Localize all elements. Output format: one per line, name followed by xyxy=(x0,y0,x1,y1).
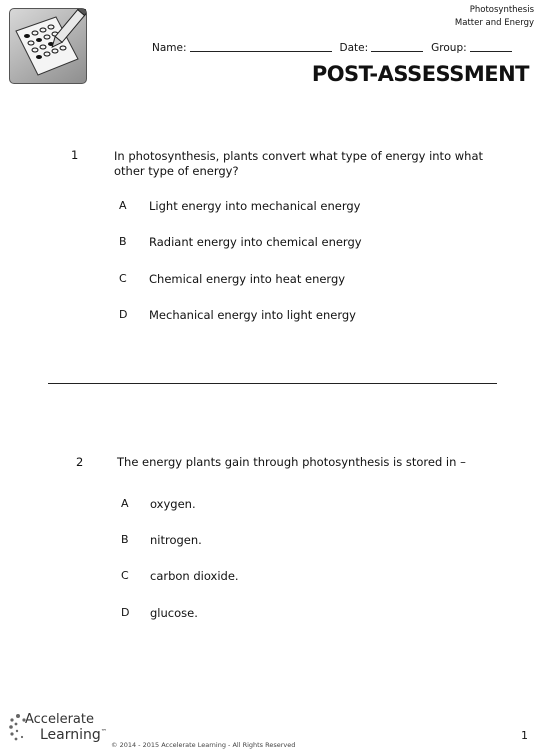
question-1-number: 1 xyxy=(71,148,79,162)
option-letter: B xyxy=(121,533,129,546)
option-letter: C xyxy=(119,272,127,285)
subject-label: Photosynthesis xyxy=(469,5,534,15)
name-label: Name: xyxy=(152,42,187,54)
accelerate-learning-logo xyxy=(8,712,108,752)
group-field[interactable] xyxy=(470,50,512,52)
unit-label: Matter and Energy xyxy=(454,18,534,28)
option-letter: A xyxy=(121,497,129,510)
brand-line-2 xyxy=(40,727,107,743)
option-text: Radiant energy into chemical energy xyxy=(149,235,362,249)
page-title: POST-ASSESSMENT xyxy=(311,62,529,86)
option-text: Light energy into mechanical energy xyxy=(149,199,361,213)
question-1-line-1: In photosynthesis, plants convert what type of energy into what xyxy=(114,149,484,163)
option-letter: D xyxy=(121,606,130,619)
date-label: Date: xyxy=(339,42,369,54)
name-field[interactable] xyxy=(190,50,332,52)
copyright-notice: © 2014 - 2015 Accelerate Learning - All Rights Reserved xyxy=(111,741,296,749)
trademark-mark: ™ xyxy=(100,728,107,736)
option-text: carbon dioxide. xyxy=(150,569,239,583)
question-1-text xyxy=(114,149,483,179)
option-letter: D xyxy=(119,308,128,321)
option-text: glucose. xyxy=(150,606,198,620)
brand-line-1: Accelerate xyxy=(25,712,94,727)
page-number: 1 xyxy=(521,729,528,742)
assessment-logo-icon xyxy=(9,8,87,84)
date-field[interactable] xyxy=(371,50,423,52)
option-text: Mechanical energy into light energy xyxy=(149,308,356,322)
question-2-number: 2 xyxy=(76,455,84,469)
option-letter: A xyxy=(119,199,127,212)
brand-word: Learning xyxy=(40,727,101,743)
question-1-line-2: other type of energy? xyxy=(114,164,239,178)
option-letter: C xyxy=(121,569,129,582)
option-text: nitrogen. xyxy=(150,533,202,547)
header-subject-block xyxy=(455,4,534,30)
option-letter: B xyxy=(119,235,127,248)
question-2-text: The energy plants gain through photosynthesis is stored in – xyxy=(117,455,466,469)
question-divider xyxy=(48,383,497,384)
student-info-fields xyxy=(152,42,512,54)
group-label: Group: xyxy=(431,42,467,54)
option-text: Chemical energy into heat energy xyxy=(149,272,346,286)
option-text: oxygen. xyxy=(150,497,196,511)
